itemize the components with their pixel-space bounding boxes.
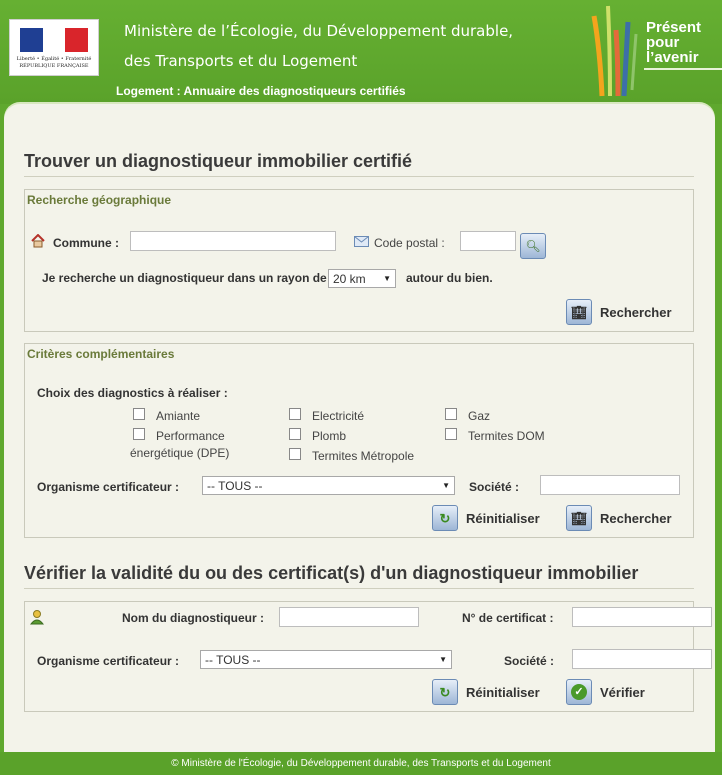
verify-certifier-label: Organisme certificateur : xyxy=(37,654,180,668)
chevron-down-icon: ▼ xyxy=(383,274,391,283)
postal-code-input[interactable] xyxy=(460,231,516,251)
verify-button[interactable] xyxy=(566,679,645,705)
checkbox-termites-dom[interactable] xyxy=(445,427,545,445)
slogan-stripes-icon xyxy=(588,0,640,100)
commune-input[interactable] xyxy=(130,231,336,251)
slogan-underline xyxy=(644,68,722,70)
checkbox-label: Gaz xyxy=(468,409,491,423)
site-subtitle: Logement : Annuaire des diagnostiqueurs certifiés xyxy=(116,84,406,98)
checkbox-electricite[interactable] xyxy=(289,407,364,425)
checkbox-label: Plomb xyxy=(312,429,347,443)
checkbox-label: Performance xyxy=(156,429,225,443)
user-icon xyxy=(29,609,45,625)
checkbox-box[interactable] xyxy=(445,408,457,420)
checkbox-label: Termites DOM xyxy=(468,429,545,443)
checkbox-box[interactable] xyxy=(445,428,457,440)
divider xyxy=(24,588,694,589)
ministry-name-line2: des Transports et du Logement xyxy=(124,52,358,70)
criteria-reset-button-label: Réinitialiser xyxy=(466,510,540,526)
checkbox-label-continued: énergétique (DPE) xyxy=(130,446,230,460)
checkbox-amiante[interactable] xyxy=(133,407,200,425)
postal-code-lookup-button[interactable] xyxy=(520,233,546,259)
slogan xyxy=(646,20,701,65)
certifier-label: Organisme certificateur : xyxy=(37,480,180,494)
verify-certifier-select[interactable] xyxy=(200,650,452,669)
slogan-line: Présent xyxy=(646,19,702,36)
certificate-number-label: N° de certificat : xyxy=(462,611,554,625)
envelope-icon xyxy=(354,236,369,247)
checkbox-dpe[interactable] xyxy=(133,427,225,445)
checkbox-label: Electricité xyxy=(312,409,365,423)
criteria-reset-button[interactable] xyxy=(432,505,540,531)
checkbox-box[interactable] xyxy=(289,428,301,440)
refresh-icon: ↻ xyxy=(432,679,458,705)
postal-code-label: Code postal : xyxy=(374,236,445,250)
magnifier-icon: 🔍︎ xyxy=(525,239,541,253)
check-icon: ✓ xyxy=(566,679,592,705)
certifier-select-value: -- TOUS -- xyxy=(207,478,263,493)
checkbox-box[interactable] xyxy=(289,448,301,460)
verify-section-title: Vérifier la validité du ou des certificat(s) d'un diagnostiqueur immobilier xyxy=(24,563,639,583)
checkbox-label: Termites Métropole xyxy=(312,449,415,463)
building-icon: 🏢︎ xyxy=(566,299,592,325)
chevron-down-icon: ▼ xyxy=(442,481,450,490)
geo-search-button[interactable] xyxy=(566,299,672,325)
verify-button-label: Vérifier xyxy=(600,684,645,700)
criteria-search-button-label: Rechercher xyxy=(600,510,672,526)
slogan-line: l’avenir xyxy=(646,49,699,66)
diagnostics-choice-label: Choix des diagnostics à réaliser : xyxy=(37,386,228,400)
checkbox-box[interactable] xyxy=(289,408,301,420)
criteria-legend: Critères complémentaires xyxy=(27,347,175,361)
header xyxy=(0,0,722,104)
company-label: Société : xyxy=(469,480,520,494)
checkbox-termites-metropole[interactable] xyxy=(289,447,414,465)
republique-francaise-logo[interactable] xyxy=(9,19,99,76)
certifier-select[interactable] xyxy=(202,476,455,495)
house-icon xyxy=(31,234,45,248)
criteria-search-button[interactable] xyxy=(566,505,672,531)
flag-icon xyxy=(20,28,88,52)
commune-label: Commune : xyxy=(53,236,119,250)
geo-search-button-label: Rechercher xyxy=(600,304,672,320)
ministry-name-line1: Ministère de l’Écologie, du Développement durable, xyxy=(124,22,514,40)
radius-suffix-text: autour du bien. xyxy=(406,271,493,285)
checkbox-label: Amiante xyxy=(156,409,201,423)
verify-reset-button[interactable] xyxy=(432,679,540,705)
refresh-icon: ↻ xyxy=(432,505,458,531)
verify-reset-button-label: Réinitialiser xyxy=(466,684,540,700)
slogan-line: pour xyxy=(646,34,680,51)
copyright-text: © Ministère de l'Écologie, du Développement durable, des Transports et du Logement xyxy=(171,758,551,769)
radius-prefix-text: Je recherche un diagnostiqueur dans un rayon de xyxy=(42,271,327,285)
checkbox-gaz[interactable] xyxy=(445,407,490,425)
verify-certifier-select-value: -- TOUS -- xyxy=(205,652,261,667)
checkbox-plomb[interactable] xyxy=(289,427,346,445)
diagnostician-name-label: Nom du diagnostiqueur : xyxy=(122,611,264,625)
diagnostician-name-input[interactable] xyxy=(279,607,419,627)
chevron-down-icon: ▼ xyxy=(439,655,447,664)
footer xyxy=(0,752,722,775)
verify-company-label: Société : xyxy=(504,654,555,668)
search-section-title: Trouver un diagnostiqueur immobilier certifié xyxy=(24,151,413,171)
geo-search-legend: Recherche géographique xyxy=(27,193,172,207)
building-icon: 🏢︎ xyxy=(566,505,592,531)
checkbox-box[interactable] xyxy=(133,408,145,420)
divider xyxy=(24,176,694,177)
verify-company-input[interactable] xyxy=(572,649,712,669)
company-input[interactable] xyxy=(540,475,680,495)
checkbox-box[interactable] xyxy=(133,428,145,440)
logo-caption: Liberté • Égalité • Fraternité RÉPUBLIQUE FRANÇAISE xyxy=(16,56,92,69)
radius-select-value: 20 km xyxy=(333,271,366,286)
radius-select[interactable] xyxy=(328,269,396,288)
certificate-number-input[interactable] xyxy=(572,607,712,627)
